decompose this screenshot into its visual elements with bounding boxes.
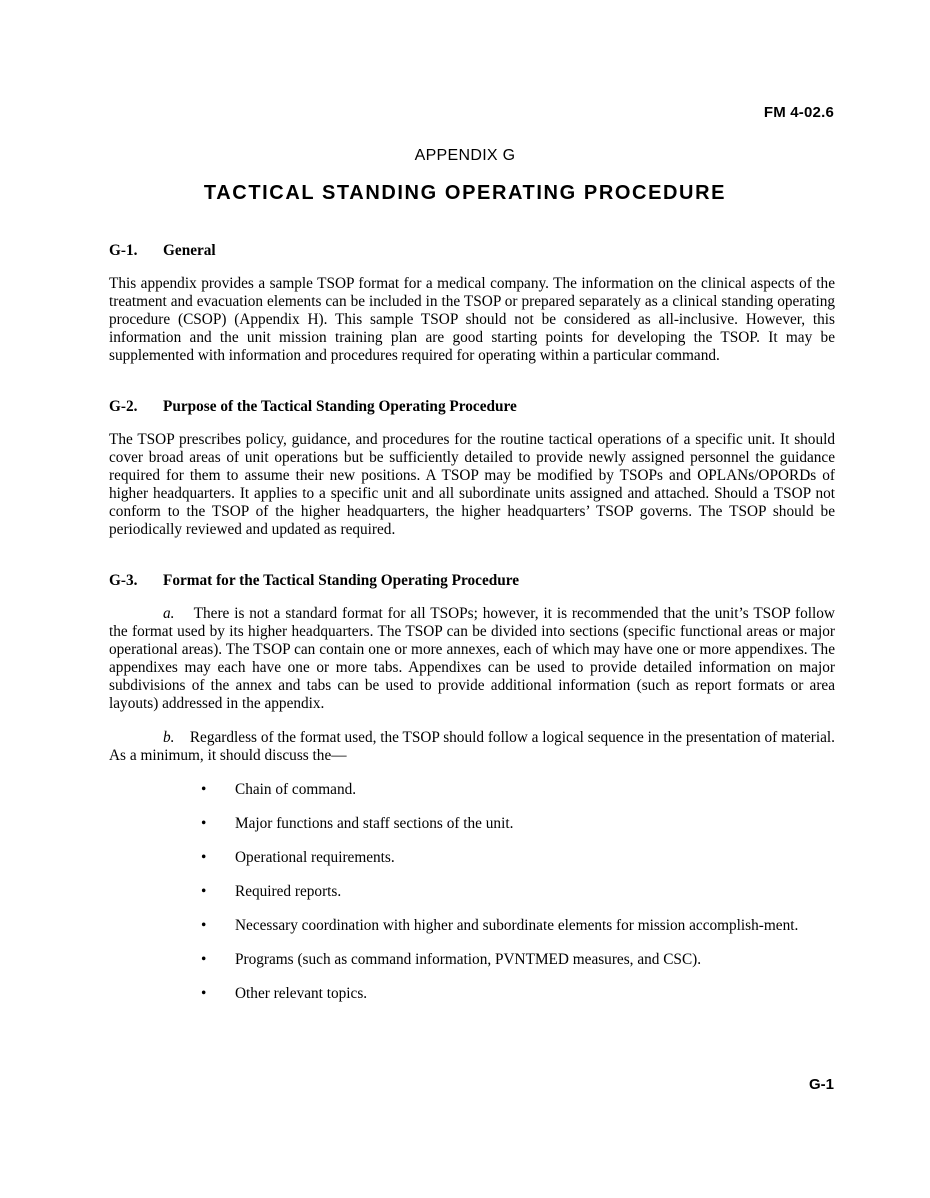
section-title: General (163, 242, 216, 259)
section-heading-g3 (109, 572, 835, 590)
subparagraph-b (109, 729, 835, 765)
section-number: G-1. (109, 242, 138, 259)
bullet-icon: • (201, 917, 207, 934)
list-item: • Major functions and staff sections of the unit. (201, 815, 514, 832)
appendix-label: APPENDIX G (414, 147, 516, 164)
section-heading-g1 (109, 242, 835, 260)
document-body (109, 242, 835, 1019)
section-title: Format for the Tactical Standing Operating Procedure (163, 572, 520, 589)
bullet-icon: • (201, 985, 207, 1002)
section-number: G-2. (109, 398, 138, 415)
bullet-icon: • (201, 849, 207, 866)
section-heading-g2 (109, 398, 835, 416)
document-id: FM 4-02.6 (763, 104, 834, 121)
section-title: Purpose of the Tactical Standing Operating Procedure (163, 398, 517, 415)
subparagraph-text: Regardless of the format used, the TSOP should follow a logical sequence in the presentation of material. As a minimum, it should discuss the— (109, 729, 835, 764)
page-number: G-1 (808, 1076, 834, 1093)
bullet-icon: • (201, 883, 207, 900)
bullet-icon: • (201, 951, 207, 968)
subparagraph-text: There is not a standard format for all TSOPs; however, it is recommended that the unit’s TSOP follow the format used by its higher headquarters. The TSOP can be divided into sections (specific functional areas or major operational areas). The TSOP can contain one or more annexes, each of which may have one or more appendixes. The appendixes may each have one or more tabs. Appendixes can be used to provide detailed information on major subdivisions of the annex and tabs can be used to provide additional information (such as report formats or area layouts) addressed in the appendix. (109, 605, 835, 712)
list-item: • Required reports. (201, 883, 342, 900)
list-item: • Programs (such as command information, PVNTMED measures, and CSC). (201, 951, 702, 968)
page-title: TACTICAL STANDING OPERATING PROCEDURE (203, 182, 727, 204)
bullet-icon: • (201, 781, 207, 798)
section-paragraph-g2: The TSOP prescribes policy, guidance, and procedures for the routine tactical operations of a specific unit. It should cover broad areas of unit operations but be sufficiently detailed to provide newly assigned personnel the guidance required for them to assume their new positions. A TSOP may be modified by TSOPs and OPLANs/OPORDs of higher headquarters. It applies to a specific unit and all subordinate units assigned and attached. Should a TSOP not conform to the TSOP of the higher headquarters, the higher headquarters’ TSOP governs. The TSOP should be periodically reviewed and updated as required. (109, 431, 835, 538)
list-item: • Chain of command. (201, 781, 357, 798)
subparagraph-letter: b. (163, 729, 175, 746)
section-paragraph-g1: This appendix provides a sample TSOP format for a medical company. The information on the clinical aspects of the treatment and evacuation elements can be included in the TSOP or prepared separately as a clinical standing operating procedure (CSOP) (Appendix H). This sample TSOP should not be considered as all-inclusive. However, this information and the unit mission training plan are good starting points for developing the TSOP. It may be supplemented with information and procedures required for operating within a particular command. (109, 275, 835, 364)
bullet-list (109, 781, 835, 1003)
subparagraph-letter: a. (163, 605, 175, 622)
list-item: • Operational requirements. (201, 849, 395, 866)
subparagraph-a (109, 605, 835, 713)
bullet-icon: • (201, 815, 207, 832)
list-item: • Other relevant topics. (201, 985, 368, 1002)
section-number: G-3. (109, 572, 138, 589)
list-item: • Necessary coordination with higher and subordinate elements for mission accomplish-ment. (201, 917, 799, 934)
